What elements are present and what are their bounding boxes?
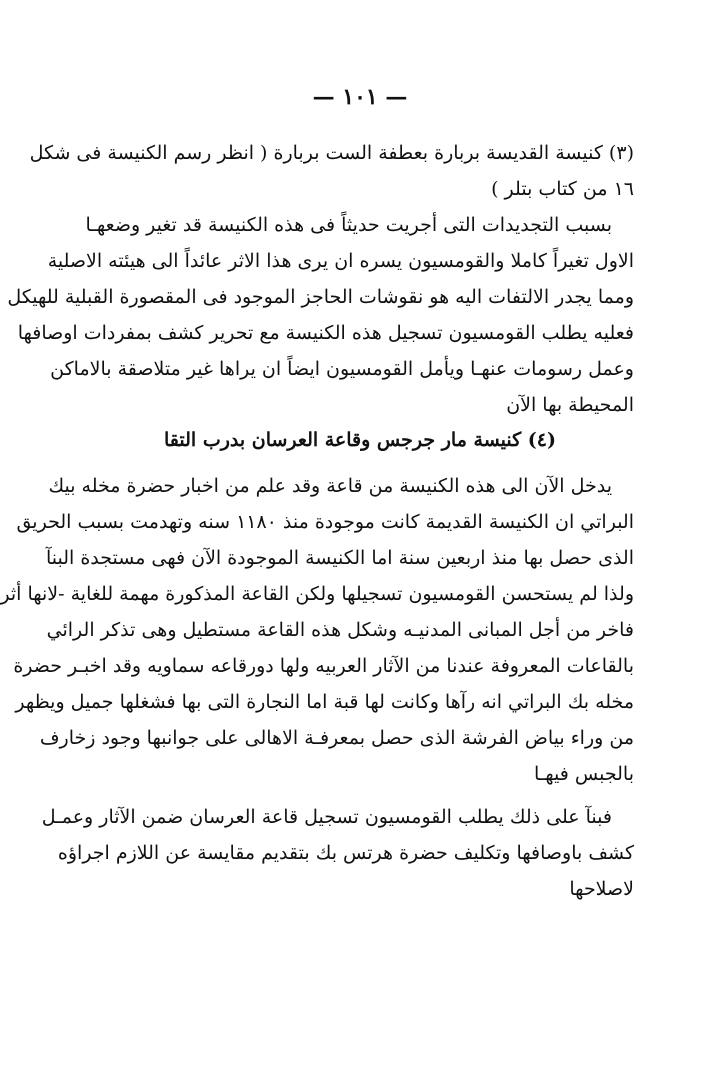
paragraph-2-line-9: بالجبس فيهـا — [533, 763, 634, 785]
paragraph-3 — [41, 799, 634, 907]
section-3-title-line-1: (٣) كنيسة القديسة بربارة بعطفة الست بربارة ( انظر رسم الكنيسة فى شكل — [29, 142, 634, 164]
section-3-title-line-2: ١٦ من كتاب بتلر ) — [491, 178, 634, 200]
paragraph-1-line-4: فعليه يطلب القومسيون تسجيل هذه الكنيسة مع تحرير كشف بمفردات اوصافها — [17, 322, 634, 344]
paragraph-1-line-1: بسبب التجديدات التى أجريت حديثاً فى هذه الكنيسة قد تغير وضعهـا — [85, 214, 612, 236]
paragraph-2 — [0, 468, 634, 792]
paragraph-1 — [7, 207, 634, 423]
paragraph-3-line-3: لاصلاحها — [569, 878, 634, 900]
paragraph-2-line-3: الذى حصل بها منذ اربعين سنة اما الكنيسة الموجودة الآن فهى مستجدة البنآ — [45, 547, 634, 569]
paragraph-1-line-5: وعمل رسومات عنهـا ويأمل القومسيون ايضاً ان يراها غير متلاصقة بالاماكن — [50, 358, 634, 380]
section-4-heading: (٤) كنيسة مار جرجس وقاعة العرسان بدرب التقا — [164, 429, 556, 451]
paragraph-2-line-2: البراتي ان الكنيسة القديمة كانت موجودة منذ ١١٨٠ سنه وتهدمت بسبب الحريق — [16, 511, 634, 533]
paragraph-1-line-3: ومما يجدر الالتفات اليه هو نقوشات الحاجز الموجود فى المقصورة القبلية للهيكل — [7, 286, 634, 308]
paragraph-2-line-7: مخله بك البراتي انه رآها وكانت لها قبة اما النجارة التى بها فشغلها جميل ويظهر — [15, 691, 634, 713]
paragraph-1-line-6: المحيطة بها الآن — [506, 394, 634, 416]
paragraph-2-line-6: بالقاعات المعروفة عندنا من الآثار العربيه ولها دورقاعه سماويه وقد اخبـر حضرة — [13, 655, 634, 677]
paragraph-3-line-1: فبنآ على ذلك يطلب القومسيون تسجيل قاعة العرسان ضمن الآثار وعمـل — [41, 806, 612, 828]
page-number: — ١٠١ — — [312, 84, 408, 110]
section-3-title — [29, 135, 634, 207]
paragraph-2-line-1: يدخل الآن الى هذه الكنيسة من قاعة وقد علم من اخبار حضرة مخله بيك — [48, 475, 612, 497]
paragraph-2-line-5: فاخر من أجل المبانى المدنيـه وشكل هذه القاعة مستطيل وهى تذكر الرائي — [46, 619, 634, 641]
paragraph-3-line-2: كشف باوصافها وتكليف حضرة هرتس بك بتقديم مقايسة عن اللازم اجراؤه — [57, 842, 634, 864]
paragraph-2-line-4: ولذا لم يستحسن القومسيون تسجيلها ولكن القاعة المذكورة مهمة للغاية -لانها أثر — [0, 583, 634, 605]
paragraph-2-line-8: من وراء بياض الفرشة الذى حصل بمعرفـة الاهالى على جوانبها وجود زخارف — [39, 727, 634, 749]
paragraph-1-line-2: الاول تغيراً كاملا والقومسيون يسره ان يرى هذا الاثر عائداً الى هيئته الاصلية — [47, 250, 634, 272]
